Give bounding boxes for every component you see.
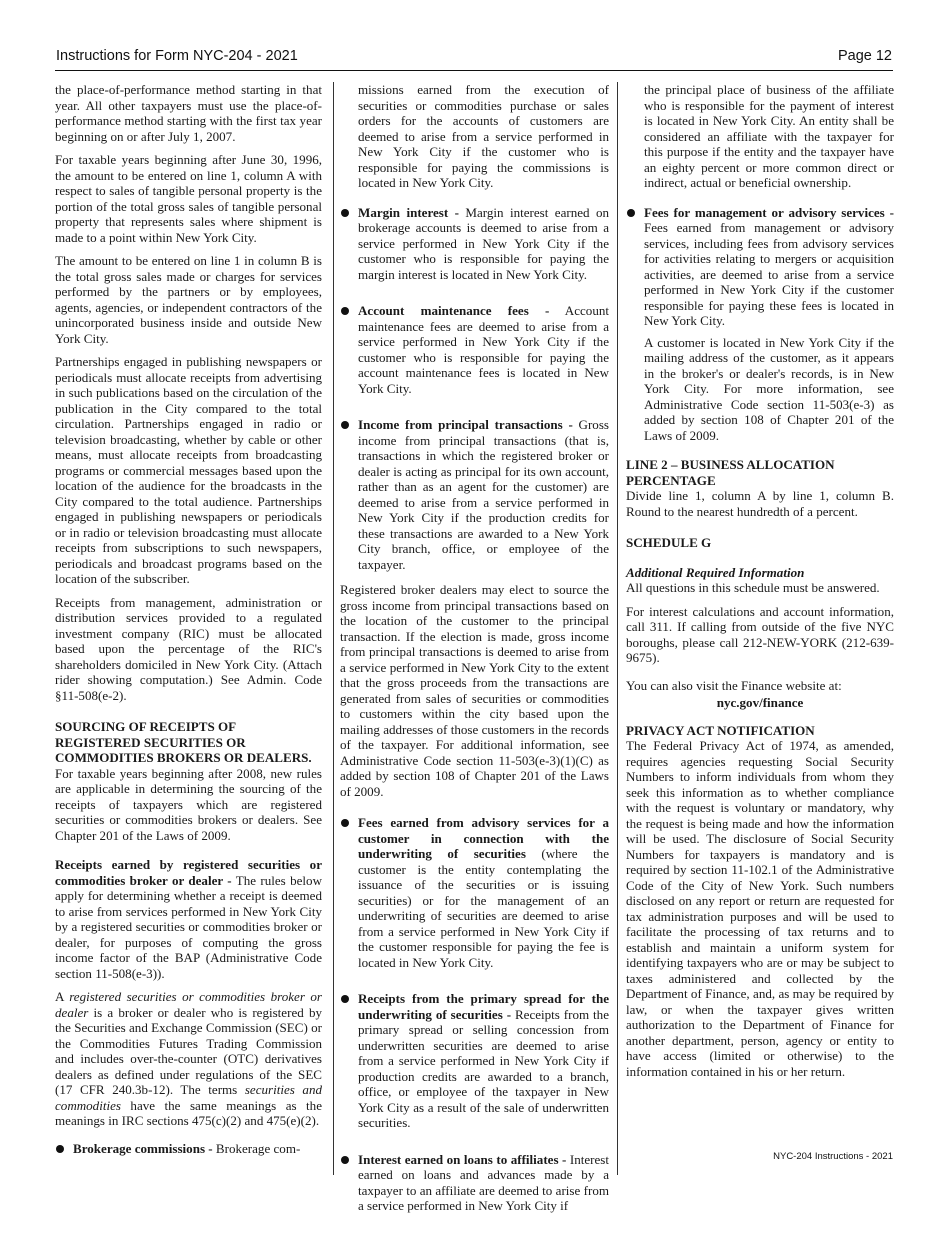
bullet-continuation: the principal place of business of the affiliate who is responsible for the payment of interest is located in New York City. An entity shall be considered an affiliate with the taxpayer for this purpose if the entity and the taxpayer have an eighty percent or more common direct or indirect, actual or beneficial ownership. <box>644 82 894 190</box>
paragraph: Receipts from management, administration or distribution services provided to a regulated investment company (RIC) must be allocated based upon the percentage of the RIC's shareholders domiciled in New York City. (Attach rider showing computation.) See Admin. Code §11-508(e-2). <box>55 594 322 703</box>
paragraph: The amount to be entered on line 1 in column B is the total gross sales made or charges for services performed by the partners or by employees, agents, agencies, or independent contractors of the unincorporated business inside and outside New York City. <box>55 253 322 346</box>
finance-website-link[interactable]: nyc.gov/finance <box>716 695 804 710</box>
document-title: Instructions for Form NYC-204 - 2021 <box>56 48 298 64</box>
paragraph: Receipts earned by registered securities or commodities broker or dealer - The rules below apply for determining whether a receipt is deemed to arise from services performed in New York City by a registered securities or commodities broker or dealer, for purposes of computing the gross income factor of the BAP (Administrative Code section 11-508(e-3)). <box>55 857 322 981</box>
paragraph: Partnerships engaged in publishing newspapers or periodicals must allocate receipts from advertising in such publications based on the circulation of the publication in the City compared to the total circulation. Partnerships engaged in radio or television broadcasting, whether by cable or other means, must allocate receipts from broadcasting programs or commercial messages based upon the location of the audience for the broadcasts in the City compared to the total audience. Partnerships engaged in publishing newspapers or periodicals or in radio or television broadcasting must allocate receipts from subscriptions to such newspapers, periodicals and broadcast programs based on the location of the subscriber. <box>55 354 322 586</box>
column-3 <box>626 82 894 1087</box>
page-number: Page 12 <box>837 48 892 64</box>
paragraph: You can also visit the Finance website at: <box>626 677 842 693</box>
section-heading-sourcing: SOURCING OF RECEIPTS OF REGISTERED SECURITIES OR COMMODITIES BROKERS OR DEALERS. <box>55 719 312 765</box>
bullet-item: Account maintenance fees - Account maintenance fees are deemed to arise from a service performed in New York City if the customer who is responsible for paying the account maintenance fees is located in New York City. <box>340 303 609 396</box>
paragraph: For interest calculations and account information, call 311. If calling from outside of the five NYC boroughs, please call 212-NEW-YORK (212-639-9675). <box>626 603 894 665</box>
bullet-item: Receipts from the primary spread for the underwriting of securities - Receipts from the primary spread or selling concession from underwritten securities are deemed to arise from a service performed in New York City if production credits are awarded to a branch, office, or employee of the taxpayer in New York City as a result of the sale of underwritten securities. <box>340 991 609 1131</box>
column-divider <box>617 82 618 1175</box>
column-2 <box>340 82 609 1235</box>
paragraph: The Federal Privacy Act of 1974, as amended, requires agencies requesting Social Security Numbers to inform individuals from whom they seek this information as to whether compliance with the request is voluntary or mandatory, why the request is being made and how the information will be used. The disclosure of Social Security Numbers for taxpayers is mandatory and is required by section 11-102.1 of the Administrative Code of the City of New York. Such numbers disclosed on any report or return are requested for tax administration purposes and will be used to facilitate the processing of tax returns and to establish and maintain a uniform system for identifying taxpayers who are or may be subject to taxes administered and collected by the Department of Finance, and, as may be required by law, or when the taxpayer gives written authorization to the Department of Finance for another department, person, agency or entity to have access (limited or otherwise) to the information contained in his or her return. <box>626 738 894 1079</box>
paragraph: For taxable years beginning after 2008, new rules are applicable in determining the sourcing of the receipts of taxpayers which are registered securities or commodities brokers or dealers. See Chapter 201 of the Laws of 2009. <box>55 765 322 843</box>
bullet-item: Fees for management or advisory services - Fees earned from management or advisory services, including fees from advisory services for activities relating to mergers or acquisition activities, are deemed to arise from a service performed in New York City if the customer responsible for paying these fees is located in New York City. <box>626 205 894 329</box>
bullet-paragraph: A customer is located in New York City if the mailing address of the customer, as it appears in the broker's or dealer's records, is in New York City. For more information, see Administrative Code section 11-503(e-3) as added by section 108 of Chapter 201 of the Laws of 2009. <box>644 334 894 443</box>
page-header <box>55 48 893 71</box>
paragraph: Registered broker dealers may elect to source the gross income from principal transactions based on the location of the customer to the principal transaction. If the election is made, gross income from principal transactions is deemed to arise from a service performed in New York City to the extent that the gross proceeds from the transactions are generated from sales of securities or commodities to customers within the city based upon the mailing addresses of those customers in the records of the taxpayer. For additional information, see Administrative Code section 11-503(e-3)(1)(C) as added by section 108 of Chapter 201 of the Laws of 2009. <box>340 582 609 799</box>
bullet-item: Fees earned from advisory services for a customer in connection with the underwriting of securities (where the customer is the entity contemplating the issuance of the securities or is issuing securities) or for the management of an underwriting of securities are deemed to arise from a service performed in New York City if the customer responsible for paying the fee is located in New York City. <box>340 815 609 970</box>
paragraph: A registered securities or commodities broker or dealer is a broker or dealer who is registered by the Securities and Exchange Commission (SEC) or the Commodities Futures Trading Commission and includes over-the-counter (OTC) derivatives dealers as defined under regulations of the SEC (17 CFR 240.3b-12). The terms securities and commodities have the same meanings as the meanings in IRC sections 475(c)(2) and 475(e)(2). <box>55 989 322 1128</box>
subheading-additional-info: Additional Required Information <box>626 564 805 580</box>
bullet-continuation: missions earned from the execution of securities or commodities purchase or sales orders for the accounts of customers are deemed to arise from a service performed in New York City if the customer who is responsible for paying the commissions is located in New York City. <box>358 82 609 190</box>
run-in-heading: Receipts earned by registered securities or commodities broker or dealer - <box>55 857 322 888</box>
column-1 <box>55 82 322 1177</box>
column-divider <box>333 82 334 1175</box>
bullet-item: Margin interest - Margin interest earned on brokerage accounts is deemed to arise from a service performed in New York City if the customer who is responsible for paying the margin interest is located in New York City. <box>340 205 609 283</box>
paragraph: For taxable years beginning after June 30, 1996, the amount to be entered on line 1, column A with respect to sales of tangible personal property is the portion of the total gross sales of tangible personal property that represents sales where shipment is made to a point within New York City. <box>55 152 322 245</box>
bullet-item: Brokerage commissions - Brokerage com- <box>55 1141 322 1157</box>
paragraph: the place-of-performance method starting in that year. All other taxpayers must use the place-of-performance method starting with the first tax year beginning on or after July 1, 2007. <box>55 82 322 144</box>
bullet-item: Interest earned on loans to affiliates - Interest earned on loans and advances made by a taxpayer to an affiliate are deemed to arise from a service performed in New York City if <box>340 1152 609 1214</box>
section-heading-line2: LINE 2 – BUSINESS ALLOCATION PERCENTAGE <box>626 457 835 488</box>
bullet-item: Income from principal transactions - Gross income from principal transactions (that is, transactions in which the registered broker or dealer is acting as principal for its own account, rather than as an agent for the customer) are deemed to arise from a service performed in New York City if the production credits for these transactions are awarded to a New York City branch, office, or employee of the taxpayer. <box>340 417 609 572</box>
paragraph: All questions in this schedule must be answered. <box>626 580 880 595</box>
paragraph: Divide line 1, column A by line 1, column B. Round to the nearest hundredth of a percent. <box>626 488 894 519</box>
section-heading-privacy: PRIVACY ACT NOTIFICATION <box>626 722 815 738</box>
page-footer: NYC-204 Instructions - 2021 <box>773 1151 893 1162</box>
section-heading-schedule-g: SCHEDULE G <box>626 535 712 550</box>
